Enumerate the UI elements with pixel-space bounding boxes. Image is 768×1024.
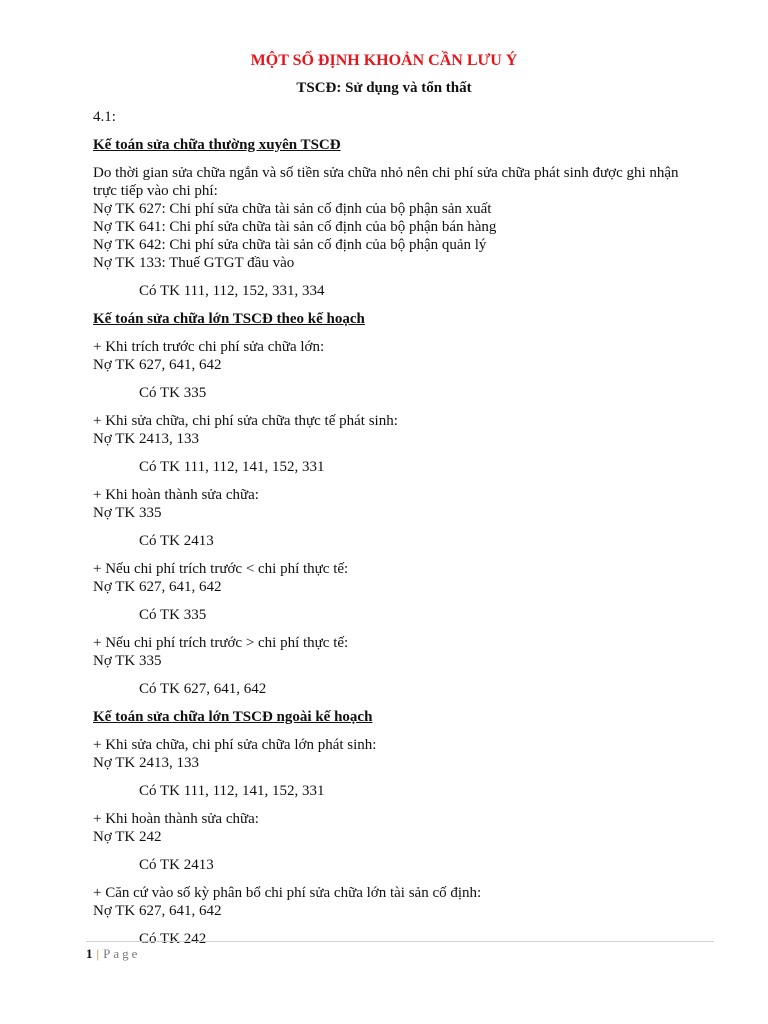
entry-debit: Nợ TK 627, 641, 642 (93, 579, 222, 595)
entry-credit: Có TK 2413 (139, 857, 214, 873)
section-heading: Kế toán sửa chữa thường xuyên TSCĐ (93, 137, 341, 153)
paragraph-line: Do thời gian sửa chữa ngắn và số tiền sửa chữa nhỏ nên chi phí sửa chữa phát sinh được ghi nhận (93, 165, 679, 181)
debit-line: Nợ TK 133: Thuế GTGT đầu vào (93, 255, 295, 271)
debit-line: Nợ TK 642: Chi phí sửa chữa tài sản cố định của bộ phận quản lý (93, 237, 487, 253)
entry-credit: Có TK 627, 641, 642 (139, 681, 267, 697)
entry-debit: Nợ TK 2413, 133 (93, 431, 199, 447)
entry-debit: Nợ TK 627, 641, 642 (93, 357, 222, 373)
credit-line: Có TK 111, 112, 152, 331, 334 (139, 283, 325, 299)
entry-debit: Nợ TK 335 (93, 653, 162, 669)
entry-credit: Có TK 335 (139, 385, 207, 401)
footer-separator: | (96, 946, 100, 961)
entry-case: + Căn cứ vào số kỳ phân bổ chi phí sửa chữa lớn tài sản cố định: (93, 885, 482, 901)
entry-credit: Có TK 111, 112, 141, 152, 331 (139, 459, 325, 475)
entry-debit: Nợ TK 242 (93, 829, 162, 845)
section-heading: Kế toán sửa chữa lớn TSCĐ theo kế hoạch (93, 311, 365, 327)
entry-debit: Nợ TK 2413, 133 (93, 755, 199, 771)
page-label: Page (103, 946, 141, 961)
page-footer (86, 945, 140, 963)
entry-case: + Nếu chi phí trích trước > chi phí thực tế: (93, 635, 349, 651)
section-heading: Kế toán sửa chữa lớn TSCĐ ngoài kế hoạch (93, 709, 373, 725)
entry-debit: Nợ TK 627, 641, 642 (93, 903, 222, 919)
paragraph-line: trực tiếp vào chi phí: (93, 183, 218, 199)
entry-credit: Có TK 335 (139, 607, 207, 623)
entry-case: + Nếu chi phí trích trước < chi phí thực tế: (93, 561, 349, 577)
footer-divider (86, 941, 714, 942)
entry-credit: Có TK 242 (139, 931, 207, 947)
entry-case: + Khi sửa chữa, chi phí sửa chữa thực tế phát sinh: (93, 413, 398, 429)
entry-case: + Khi sửa chữa, chi phí sửa chữa lớn phát sinh: (93, 737, 377, 753)
page-number: 1 (86, 946, 93, 961)
entry-case: + Khi hoàn thành sửa chữa: (93, 811, 259, 827)
entry-credit: Có TK 111, 112, 141, 152, 331 (139, 783, 325, 799)
debit-line: Nợ TK 641: Chi phí sửa chữa tài sản cố định của bộ phận bán hàng (93, 219, 497, 235)
entry-credit: Có TK 2413 (139, 533, 214, 549)
debit-line: Nợ TK 627: Chi phí sửa chữa tài sản cố định của bộ phận sản xuất (93, 201, 492, 217)
page-title: MỘT SỐ ĐỊNH KHOẢN CẦN LƯU Ý (250, 52, 518, 69)
entry-case: + Khi hoàn thành sửa chữa: (93, 487, 259, 503)
section-number: 4.1: (93, 109, 116, 125)
page-subtitle: TSCĐ: Sử dụng và tổn thất (296, 80, 472, 96)
entry-case: + Khi trích trước chi phí sửa chữa lớn: (93, 339, 325, 355)
entry-debit: Nợ TK 335 (93, 505, 162, 521)
